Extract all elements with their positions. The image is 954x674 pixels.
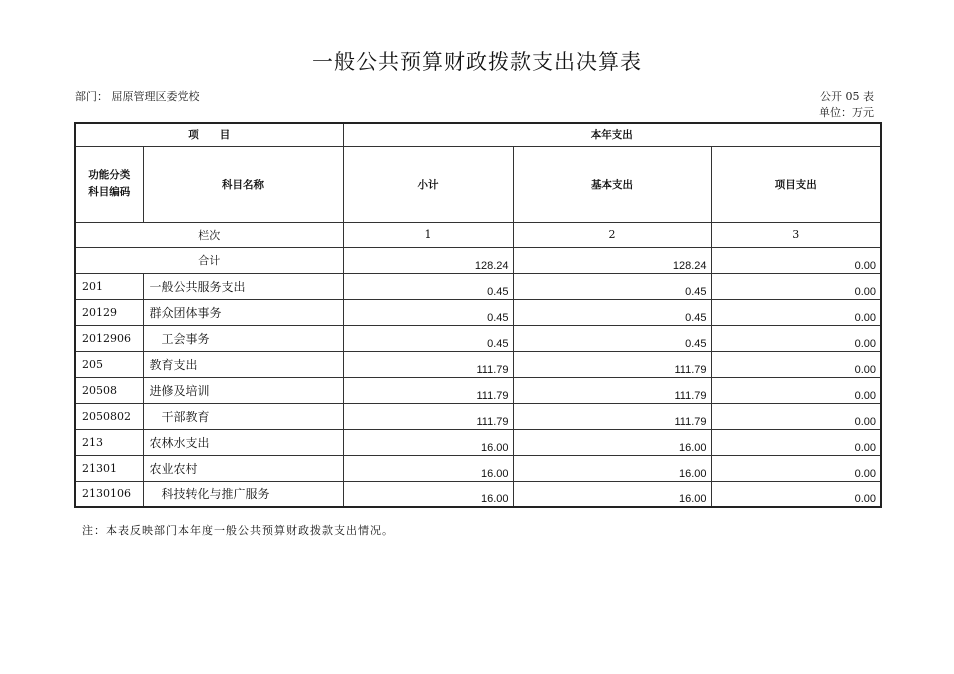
index-label: 栏次 <box>75 222 343 247</box>
table-row <box>75 325 881 351</box>
project-value: 0.00 <box>711 403 881 429</box>
subtotal-value: 111.79 <box>343 351 513 377</box>
subtotal-value: 16.00 <box>343 429 513 455</box>
subject-name-header: 科目名称 <box>143 146 343 222</box>
subject-code: 2130106 <box>75 481 143 507</box>
basic-value: 0.45 <box>513 299 711 325</box>
subject-code: 205 <box>75 351 143 377</box>
table-row <box>75 429 881 455</box>
project-value: 0.00 <box>711 377 881 403</box>
table-row <box>75 299 881 325</box>
page-title: 一般公共预算财政拨款支出决算表 <box>312 50 642 74</box>
subtotal-value: 0.45 <box>343 299 513 325</box>
subject-name: 工会事务 <box>143 325 343 351</box>
table-row <box>75 455 881 481</box>
total-label: 合计 <box>75 247 343 273</box>
subject-code: 201 <box>75 273 143 299</box>
department-line <box>75 88 200 104</box>
basic-value: 16.00 <box>513 429 711 455</box>
project-value: 0.00 <box>711 481 881 507</box>
subject-code: 20508 <box>75 377 143 403</box>
project-header: 项 目 <box>75 123 343 146</box>
project-value: 0.00 <box>711 455 881 481</box>
subject-code: 21301 <box>75 455 143 481</box>
total-project: 0.00 <box>711 247 881 273</box>
subject-code: 20129 <box>75 299 143 325</box>
subtotal-value: 16.00 <box>343 481 513 507</box>
total-basic: 128.24 <box>513 247 711 273</box>
subject-name: 教育支出 <box>143 351 343 377</box>
basic-value: 0.45 <box>513 325 711 351</box>
subject-code: 213 <box>75 429 143 455</box>
expenditure-table <box>74 122 882 508</box>
header-row-1 <box>75 123 881 146</box>
index-row <box>75 222 881 247</box>
basic-value: 0.45 <box>513 273 711 299</box>
project-value: 0.00 <box>711 351 881 377</box>
subject-code: 2050802 <box>75 403 143 429</box>
subtotal-value: 0.45 <box>343 325 513 351</box>
index-cell: 2 <box>513 222 711 247</box>
subtotal-value: 111.79 <box>343 377 513 403</box>
subtotal-value: 16.00 <box>343 455 513 481</box>
basic-expense-header: 基本支出 <box>513 146 711 222</box>
unit-label: 单位：万元 <box>819 106 874 119</box>
subject-name: 干部教育 <box>143 403 343 429</box>
project-value: 0.00 <box>711 325 881 351</box>
subject-name: 农林水支出 <box>143 429 343 455</box>
basic-value: 111.79 <box>513 377 711 403</box>
table-row <box>75 403 881 429</box>
index-cell: 3 <box>711 222 881 247</box>
project-value: 0.00 <box>711 273 881 299</box>
subtotal-value: 0.45 <box>343 273 513 299</box>
table-row <box>75 273 881 299</box>
table-row <box>75 481 881 507</box>
subtotal-header: 小计 <box>343 146 513 222</box>
subject-code: 2012906 <box>75 325 143 351</box>
subject-name: 科技转化与推广服务 <box>143 481 343 507</box>
project-value: 0.00 <box>711 299 881 325</box>
project-expense-header: 项目支出 <box>711 146 881 222</box>
table-row <box>75 377 881 403</box>
current-year-header: 本年支出 <box>343 123 881 146</box>
table-row <box>75 351 881 377</box>
header-row-2 <box>75 146 881 222</box>
form-number: 公开 05 表 <box>820 90 874 103</box>
subject-name: 一般公共服务支出 <box>143 273 343 299</box>
total-subtotal: 128.24 <box>343 247 513 273</box>
department-name: 屈原管理区委党校 <box>111 90 200 103</box>
basic-value: 111.79 <box>513 351 711 377</box>
department-label: 部门： <box>75 90 108 103</box>
func-code-header: 功能分类 科目编码 <box>75 146 143 222</box>
total-row <box>75 247 881 273</box>
footnote: 注：本表反映部门本年度一般公共预算财政拨款支出情况。 <box>82 524 394 537</box>
basic-value: 16.00 <box>513 481 711 507</box>
subject-name: 进修及培训 <box>143 377 343 403</box>
subject-name: 农业农村 <box>143 455 343 481</box>
index-cell: 1 <box>343 222 513 247</box>
basic-value: 16.00 <box>513 455 711 481</box>
basic-value: 111.79 <box>513 403 711 429</box>
project-value: 0.00 <box>711 429 881 455</box>
subtotal-value: 111.79 <box>343 403 513 429</box>
subject-name: 群众团体事务 <box>143 299 343 325</box>
